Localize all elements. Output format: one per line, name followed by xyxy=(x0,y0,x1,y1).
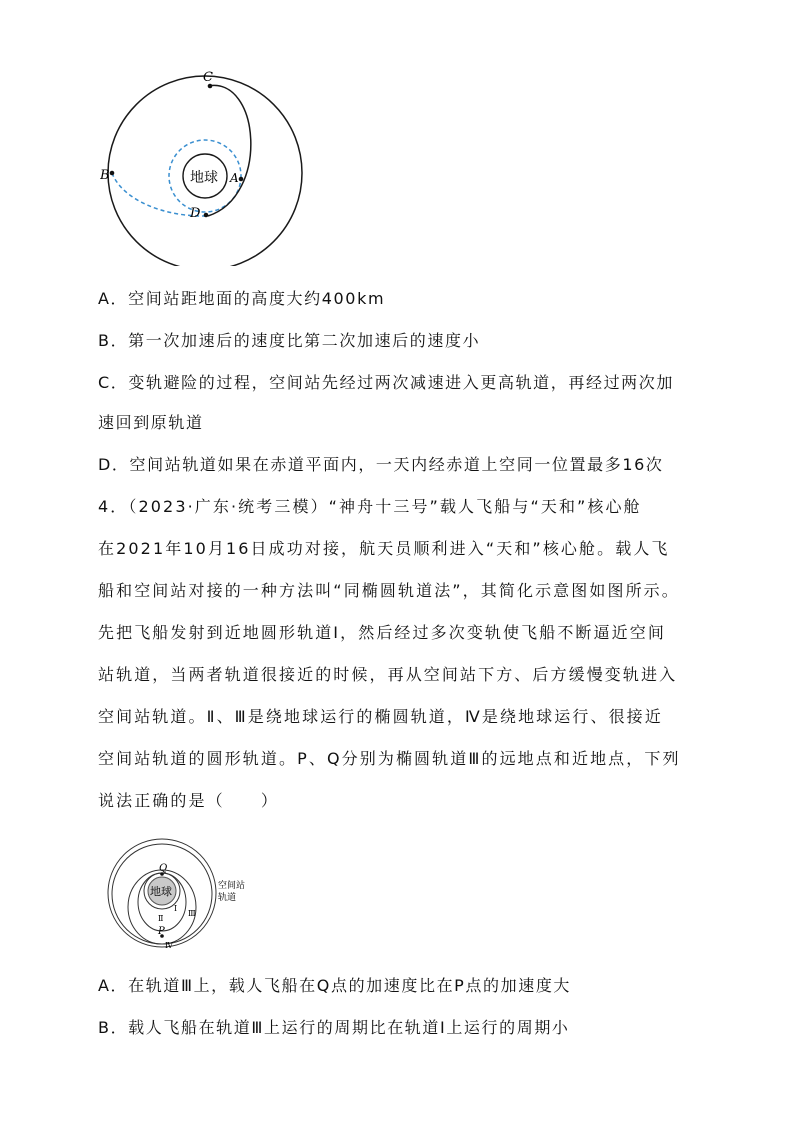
q3-option-c-cont: 速回到原轨道 xyxy=(98,413,204,432)
q4-option-b: B．载人飞船在轨道Ⅲ上运行的周期比在轨道Ⅰ上运行的周期小 xyxy=(98,1018,570,1037)
label-C: C xyxy=(203,70,213,85)
q4-line-8: 说法正确的是（ ） xyxy=(98,791,280,810)
q3-option-a: A．空间站距地面的高度大约400km xyxy=(98,289,386,308)
q4-line-6: 空间站轨道。Ⅱ、Ⅲ是绕地球运行的椭圆轨道，Ⅳ是绕地球运行、很接近 xyxy=(98,707,663,726)
label-III: Ⅲ xyxy=(188,909,196,918)
label-station-1: 空间站 xyxy=(218,881,246,891)
label-earth-2: 地球 xyxy=(150,885,172,898)
label-Q: Q xyxy=(159,863,168,874)
orbit-diagram-2 xyxy=(104,838,274,950)
orbit-diagram-1 xyxy=(100,66,310,266)
label-A: A xyxy=(230,171,239,185)
label-I: Ⅰ xyxy=(174,904,178,913)
q3-option-c: C．变轨避险的过程，空间站先经过两次减速进入更高轨道，再经过两次加 xyxy=(98,373,674,392)
point-B xyxy=(110,171,115,176)
q4-line-7: 空间站轨道的圆形轨道。P、Q分别为椭圆轨道Ⅲ的远地点和近地点，下列 xyxy=(98,749,681,768)
q4-option-a: A．在轨道Ⅲ上，载人飞船在Q点的加速度比在P点的加速度大 xyxy=(98,976,572,995)
q3-option-d: D．空间站轨道如果在赤道平面内，一天内经赤道上空同一位置最多16次 xyxy=(98,455,664,474)
q3-option-b: B．第一次加速后的速度比第二次加速后的速度小 xyxy=(98,331,481,350)
q4-line-1: 4．（2023·广东·统考三模）“神舟十三号”载人飞船与“天和”核心舱 xyxy=(98,497,642,516)
point-D xyxy=(204,213,209,218)
label-P: P xyxy=(158,926,165,937)
q4-line-2: 在2021年10月16日成功对接，航天员顺利进入“天和”核心舱。载人飞 xyxy=(98,539,670,558)
label-D: D xyxy=(190,206,201,221)
q4-line-5: 站轨道，当两者轨道很接近的时候，再从空间站下方、后方缓慢变轨进入 xyxy=(98,665,678,684)
label-II: Ⅱ xyxy=(158,914,164,923)
label-IV: Ⅳ xyxy=(165,941,173,950)
q4-line-3: 船和空间站对接的一种方法叫“同椭圆轨道法”，其简化示意图如图所示。 xyxy=(98,581,680,600)
label-earth: 地球 xyxy=(190,170,218,186)
point-A xyxy=(239,177,244,182)
q4-line-4: 先把飞船发射到近地圆形轨道Ⅰ，然后经过多次变轨使飞船不断逼近空间 xyxy=(98,623,666,642)
label-B: B xyxy=(100,168,110,183)
label-station-2: 轨道 xyxy=(218,893,237,903)
